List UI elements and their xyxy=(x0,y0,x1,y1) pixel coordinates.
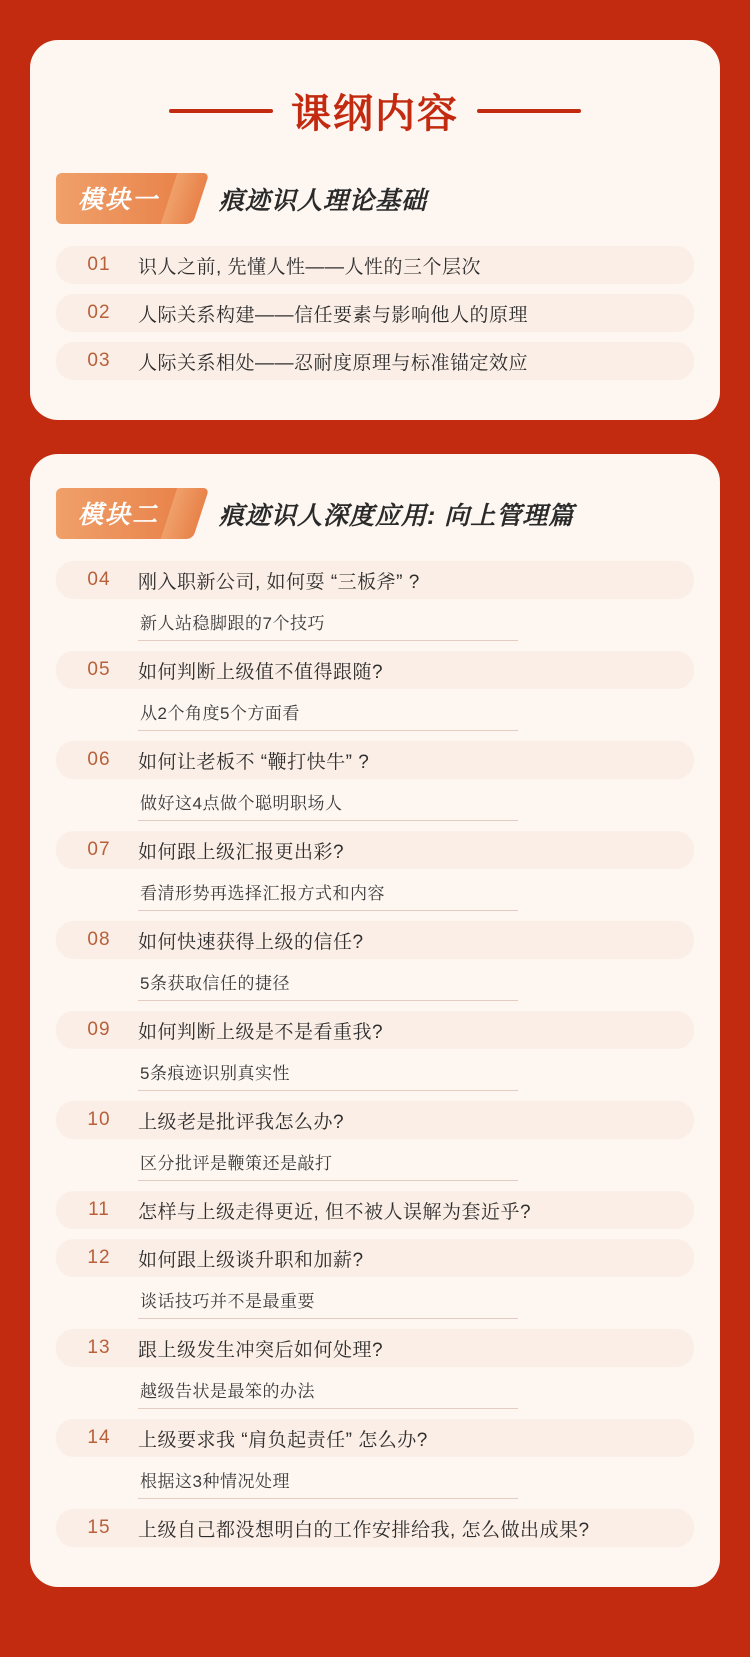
list-item[interactable] xyxy=(56,1101,694,1139)
lesson-subtitle: 从2个角度5个方面看 xyxy=(138,699,518,731)
page-title: 课纲内容 xyxy=(291,92,459,136)
lesson-title: 人际关系相处——忍耐度原理与标准锚定效应 xyxy=(138,352,529,374)
lesson-subtitle: 谈话技巧并不是最重要 xyxy=(138,1287,518,1319)
lesson-subtitle: 5条获取信任的捷径 xyxy=(138,969,518,1001)
lesson-title: 跟上级发生冲突后如何处理? xyxy=(138,1339,384,1361)
lesson-number: 04 xyxy=(87,569,111,590)
lesson-number: 01 xyxy=(87,254,111,275)
list-item[interactable] xyxy=(56,741,694,779)
list-item[interactable] xyxy=(56,831,694,869)
lesson-number: 06 xyxy=(87,749,111,770)
lesson-number: 03 xyxy=(87,350,111,371)
lesson-subtitle-wrap xyxy=(56,1377,694,1419)
lesson-title: 如何让老板不 “鞭打快牛” ? xyxy=(138,751,370,773)
lesson-subtitle: 区分批评是鞭策还是敲打 xyxy=(138,1149,518,1181)
lesson-number: 05 xyxy=(87,659,111,680)
lesson-number: 15 xyxy=(87,1517,111,1538)
lesson-subtitle-wrap xyxy=(56,1149,694,1191)
lesson-subtitle-wrap xyxy=(56,699,694,741)
list-item[interactable] xyxy=(56,1191,694,1229)
lesson-subtitle: 根据这3种情况处理 xyxy=(138,1467,518,1499)
lesson-title: 怎样与上级走得更近, 但不被人误解为套近乎? xyxy=(138,1201,532,1223)
lesson-subtitle: 5条痕迹识别真实性 xyxy=(138,1059,518,1091)
lesson-number: 13 xyxy=(87,1337,111,1358)
course-outline-card-2 xyxy=(30,454,720,1587)
list-item[interactable] xyxy=(56,561,694,599)
lesson-number: 12 xyxy=(87,1247,111,1268)
list-item[interactable] xyxy=(56,1329,694,1367)
lesson-subtitle-wrap xyxy=(56,1467,694,1509)
list-item[interactable] xyxy=(56,921,694,959)
lesson-title: 识人之前, 先懂人性——人性的三个层次 xyxy=(138,256,482,278)
list-item[interactable] xyxy=(56,1011,694,1049)
page-title-row xyxy=(56,82,694,139)
module-name-2: 痕迹识人深度应用: 向上管理篇 xyxy=(219,501,575,530)
lesson-list-1 xyxy=(56,246,694,380)
lesson-number: 14 xyxy=(87,1427,111,1448)
lesson-number: 08 xyxy=(87,929,111,950)
lesson-subtitle-wrap xyxy=(56,969,694,1011)
title-rule-left xyxy=(169,109,273,113)
lesson-title: 如何快速获得上级的信任? xyxy=(138,931,364,953)
lesson-subtitle-wrap xyxy=(56,879,694,921)
lesson-number: 02 xyxy=(87,302,111,323)
lesson-list-2 xyxy=(56,561,694,1547)
lesson-title: 如何判断上级值不值得跟随? xyxy=(138,661,384,683)
lesson-title: 上级自己都没想明白的工作安排给我, 怎么做出成果? xyxy=(138,1519,590,1541)
lesson-number: 09 xyxy=(87,1019,111,1040)
list-item[interactable] xyxy=(56,1419,694,1457)
lesson-number: 10 xyxy=(87,1109,111,1130)
lesson-subtitle-wrap xyxy=(56,1287,694,1329)
list-item[interactable] xyxy=(56,651,694,689)
lesson-number: 11 xyxy=(88,1199,110,1220)
module-tag-1: 模块一 xyxy=(56,173,185,224)
lesson-title: 如何判断上级是不是看重我? xyxy=(138,1021,384,1043)
module-name-1: 痕迹识人理论基础 xyxy=(219,186,428,215)
lesson-subtitle: 看清形势再选择汇报方式和内容 xyxy=(138,879,518,911)
module-header-2 xyxy=(56,488,694,539)
lesson-subtitle-wrap xyxy=(56,789,694,831)
lesson-subtitle-wrap xyxy=(56,609,694,651)
list-item[interactable] xyxy=(56,1509,694,1547)
lesson-title: 上级要求我 “肩负起责任” 怎么办? xyxy=(138,1429,428,1451)
lesson-subtitle-wrap xyxy=(56,1059,694,1101)
lesson-title: 刚入职新公司, 如何耍 “三板斧” ? xyxy=(138,571,420,593)
module-tag-2: 模块二 xyxy=(56,488,185,539)
lesson-number: 07 xyxy=(87,839,111,860)
title-rule-right xyxy=(477,109,581,113)
list-item[interactable] xyxy=(56,246,694,284)
course-outline-card-1 xyxy=(30,40,720,420)
lesson-subtitle: 做好这4点做个聪明职场人 xyxy=(138,789,518,821)
lesson-subtitle: 越级告状是最笨的办法 xyxy=(138,1377,518,1409)
lesson-title: 如何跟上级汇报更出彩? xyxy=(138,841,345,863)
lesson-subtitle: 新人站稳脚跟的7个技巧 xyxy=(138,609,518,641)
lesson-title: 上级老是批评我怎么办? xyxy=(138,1111,345,1133)
module-header-1 xyxy=(56,173,694,224)
lesson-title: 如何跟上级谈升职和加薪? xyxy=(138,1249,364,1271)
list-item[interactable] xyxy=(56,342,694,380)
lesson-title: 人际关系构建——信任要素与影响他人的原理 xyxy=(138,304,529,326)
list-item[interactable] xyxy=(56,294,694,332)
list-item[interactable] xyxy=(56,1239,694,1277)
